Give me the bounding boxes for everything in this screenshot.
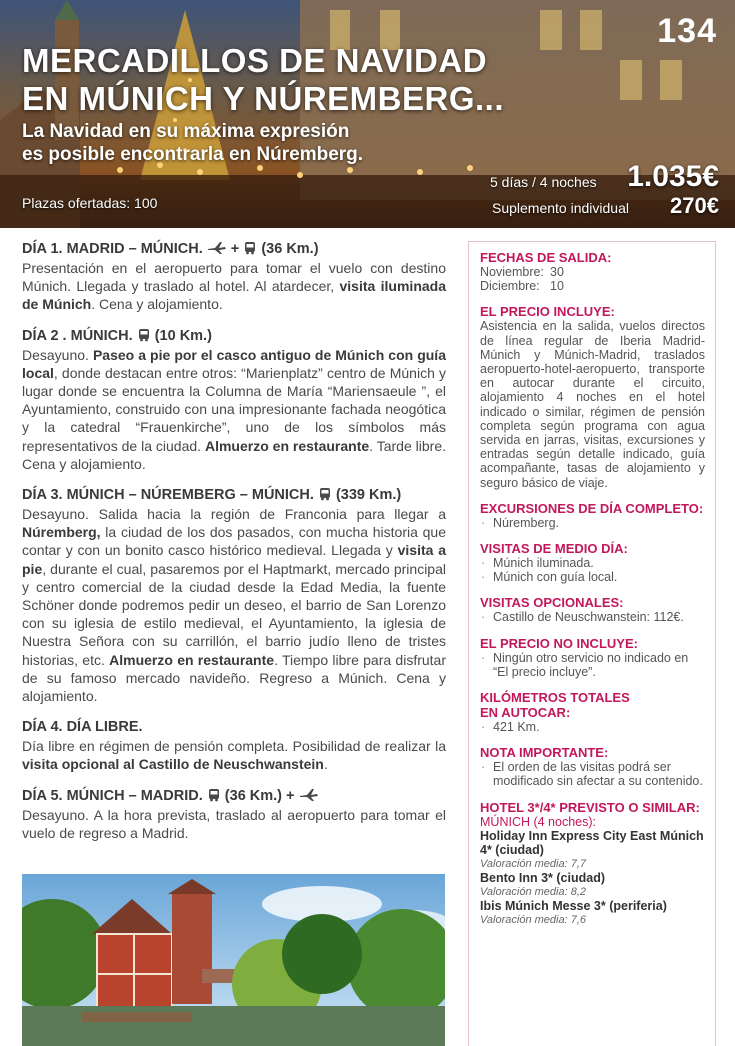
supplement-label: Suplemento individual: [492, 200, 629, 216]
page-number: 134: [657, 12, 717, 50]
day-5-title-text: DÍA 5. MÚNICH – MADRID.: [22, 787, 203, 804]
hotel-rating: Valoración media: 7,6: [480, 913, 586, 926]
day-5-text: Desayuno. A la hora prevista, traslado al aeropuerto para tomar el vuelo de regreso a Madrid.: [22, 806, 446, 841]
list-item: · Castillo de Neuschwanstein: 112€.: [480, 610, 705, 624]
list-item: · 421 Km.: [480, 720, 705, 734]
day-2: [22, 327, 446, 473]
subtitle-line-1: La Navidad en su máxima expresión: [22, 121, 350, 142]
list-item: · Múnich con guía local.: [480, 570, 705, 584]
hotel-city: MÚNICH (4 noches):: [480, 814, 596, 829]
fecha-row: [480, 265, 705, 279]
fecha-month: Noviembre:: [480, 265, 544, 279]
day-1-text: Presentación en el aeropuerto para tomar el vuelo con destino Múnich. Llegada y traslado al hotel. Al atardecer, visita iluminada de Múnich. Cena y alojamiento.: [22, 260, 446, 313]
fecha-month: Diciembre:: [480, 279, 540, 294]
opcionales-section: [480, 595, 705, 624]
title-line-1: MERCADILLOS DE NAVIDAD: [22, 42, 488, 79]
day-3: [22, 486, 446, 705]
trip-price: 1.035€: [627, 160, 719, 193]
hero-banner: [0, 0, 735, 228]
hotel-name: Bento Inn 3* (ciudad): [480, 871, 605, 886]
hotel-name: Holiday Inn Express City East Múnich 4* (ciudad): [480, 828, 704, 858]
day-1-title: [22, 240, 446, 258]
incluye-text: Asistencia en la salida, vuelos directos de línea regular de Iberia Madrid-Múnich y Múnich-Madrid, traslados aeropuerto-hotel-aeropuerto, transporte en autocar durante el circuito, alojamiento 4 noches en el hotel indicado o similar, régimen de pensión completa según programa con agua servida en jarras, visitas, excursiones y entradas según detalle indicado, guía acompañante, tasas de alojamiento y seguro básico de viaje.: [480, 319, 705, 490]
day-2-title: [22, 327, 446, 345]
day-1: [22, 240, 446, 314]
list-item: · Ningún otro servicio no indicado en “El precio incluye”.: [480, 651, 705, 679]
bus-icon: [243, 241, 257, 255]
no-incluye-section: [480, 636, 705, 679]
km-heading: KILÓMETROS TOTALES EN AUTOCAR:: [480, 690, 630, 721]
nota-section: [480, 745, 705, 788]
hotel-heading: HOTEL 3*/4* PREVISTO O SIMILAR:: [480, 799, 700, 815]
plazas-ofertadas: Plazas ofertadas: 100: [22, 195, 158, 211]
list-item: · Núremberg.: [480, 516, 705, 530]
day-3-text: Desayuno. Salida hacia la región de Franconia para llegar a Núremberg, la ciudad de los dos pasados, con mucha historia que contar y con un bonito casco histórico medieval. Llegada y visita a pie, durante el cual, pasaremos por el Haptmarkt, mercado principal y centro comercial de la ciudad desde la Edad Media, la fuente Schöner donde podremos pedir un deseo, el barrio de San Lorenzo con su iglesia de estilo medieval, el Ayuntamiento, la iglesia de Nuestra Señora con su carrillón, el barrio judío lleno de tristes historias, etc. Almuerzo en restaurante. Tiempo libre para disfrutar de su famoso mercado navideño. Regreso a Múnich. Cena y alojamiento.: [22, 506, 446, 705]
day-3-km: (339 Km.): [335, 487, 402, 504]
day-1-title-text: DÍA 1. MADRID – MÚNICH.: [22, 241, 203, 257]
plane-icon: [299, 788, 319, 802]
day-5: [22, 787, 446, 842]
hotel-name: Ibis Múnich Messe 3* (periferia): [480, 899, 667, 914]
bus-icon: [137, 328, 151, 342]
itinerary: [22, 240, 446, 855]
hotel-rating: Valoración media: 7,7: [480, 857, 586, 870]
page-title: [22, 42, 504, 118]
day-1-plus: +: [230, 241, 240, 257]
fecha-day: 10: [550, 279, 564, 294]
medio-dia-section: [480, 541, 705, 584]
day-3-title-text: DÍA 3. MÚNICH – NÚREMBERG – MÚNICH.: [22, 487, 314, 504]
opcionales-heading: VISITAS OPCIONALES:: [480, 595, 624, 611]
km-section: [480, 690, 705, 734]
title-line-2: EN MÚNICH Y NÚREMBERG...: [22, 80, 504, 117]
bus-icon: [318, 487, 332, 501]
trip-info-box: [468, 241, 716, 1046]
day-5-km: (36 Km.) +: [224, 787, 295, 804]
day-1-km: (36 Km.): [261, 241, 319, 257]
supplement-price: 270€: [670, 193, 719, 218]
hotel-section: [480, 800, 705, 928]
list-item: · El orden de las visitas podrá ser modificado sin afectar a su contenido.: [480, 760, 705, 788]
excursiones-heading: EXCURSIONES DE DÍA COMPLETO:: [480, 500, 704, 516]
nuremberg-photo: [22, 874, 445, 1046]
medio-dia-heading: VISITAS DE MEDIO DÍA:: [480, 541, 628, 557]
day-3-title: [22, 486, 446, 504]
incluye-heading: EL PRECIO INCLUYE:: [480, 304, 615, 320]
fechas-heading: FECHAS DE SALIDA:: [480, 250, 612, 265]
day-5-title: [22, 787, 446, 805]
fechas-section: [480, 250, 705, 293]
day-4-title: DÍA 4. DÍA LIBRE.: [22, 719, 143, 736]
subtitle-line-2: es posible encontrarla en Núremberg.: [22, 144, 364, 165]
no-incluye-heading: EL PRECIO NO INCLUYE:: [480, 635, 638, 651]
fecha-row: [480, 279, 705, 293]
subtitle: [22, 120, 363, 166]
incluye-section: [480, 304, 705, 489]
day-2-title-text: DÍA 2 . MÚNICH.: [22, 327, 133, 344]
hotel-rating: Valoración media: 8,2: [480, 885, 586, 898]
nota-heading: NOTA IMPORTANTE:: [480, 745, 609, 761]
day-4-text: Día libre en régimen de pensión completa. Posibilidad de realizar la visita opcional al Castillo de Neuschwanstein.: [22, 738, 446, 773]
plane-icon: [207, 241, 227, 255]
trip-duration: 5 días / 4 noches: [490, 174, 597, 190]
fecha-day: 30: [550, 265, 564, 279]
day-2-text: Desayuno. Paseo a pie por el casco antiguo de Múnich con guía local, donde destacan entre otros: “Marienplatz” centro de Múnich y lugar donde se encuentra la Columna de María “Mariensaeule ”, el Ayuntamiento, construido con una impresionante fachada neogótica y la catedral “Frauenkirche”, uno de los símbolos más representativos de la ciudad. Almuerzo en restaurante. Tarde libre. Cena y alojamiento.: [22, 346, 446, 472]
day-2-km: (10 Km.): [154, 327, 212, 344]
bus-icon: [207, 788, 221, 802]
day-4: [22, 718, 446, 773]
list-item: · Múnich iluminada.: [480, 556, 705, 570]
excursiones-section: [480, 501, 705, 530]
